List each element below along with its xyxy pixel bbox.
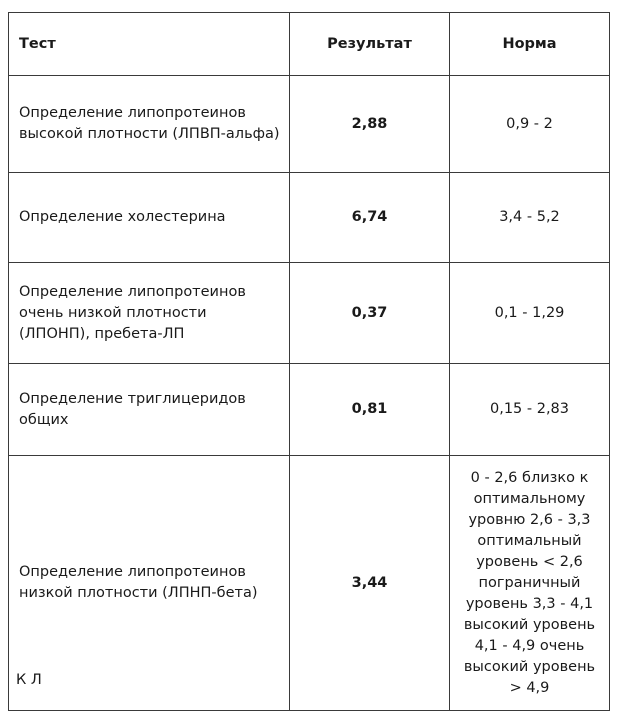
table-row: [9, 263, 610, 364]
test-name-cell: Определение липопротеинов низкой плотности (ЛПНП-бета): [9, 456, 290, 711]
test-name-cell: Определение липопротеинов высокой плотности (ЛПВП-альфа): [9, 76, 290, 173]
table-row: [9, 364, 610, 456]
result-value-cell: 3,44: [290, 456, 450, 711]
table-row: [9, 456, 610, 711]
header-test: Тест: [9, 13, 290, 76]
test-name-cell: Определение триглицеридов общих: [9, 364, 290, 456]
norm-range-cell: 0,15 - 2,83: [450, 364, 610, 456]
header-row: [9, 13, 610, 76]
test-name-cell: Определение холестерина: [9, 173, 290, 263]
norm-range-cell: 3,4 - 5,2: [450, 173, 610, 263]
header-norm: Норма: [450, 13, 610, 76]
test-name-cell: Определение липопротеинов очень низкой плотности (ЛПОНП), пребета-ЛП: [9, 263, 290, 364]
norm-range-cell: 0,9 - 2: [450, 76, 610, 173]
header-result: Результат: [290, 13, 450, 76]
result-value-cell: 2,88: [290, 76, 450, 173]
cut-off-footer-text: К Л: [16, 672, 42, 688]
result-value-cell: 0,81: [290, 364, 450, 456]
norm-range-cell: 0 - 2,6 близко к оптимальному уровню 2,6 - 3,3 оптимальный уровень < 2,6 пограничный уровень 3,3 - 4,1 высокий уровень 4,1 - 4,9 очень высокий уровень > 4,9: [450, 456, 610, 711]
norm-range-cell: 0,1 - 1,29: [450, 263, 610, 364]
lab-results-table: [8, 12, 610, 711]
table-row: [9, 173, 610, 263]
result-value-cell: 6,74: [290, 173, 450, 263]
result-value-cell: 0,37: [290, 263, 450, 364]
table-row: [9, 76, 610, 173]
